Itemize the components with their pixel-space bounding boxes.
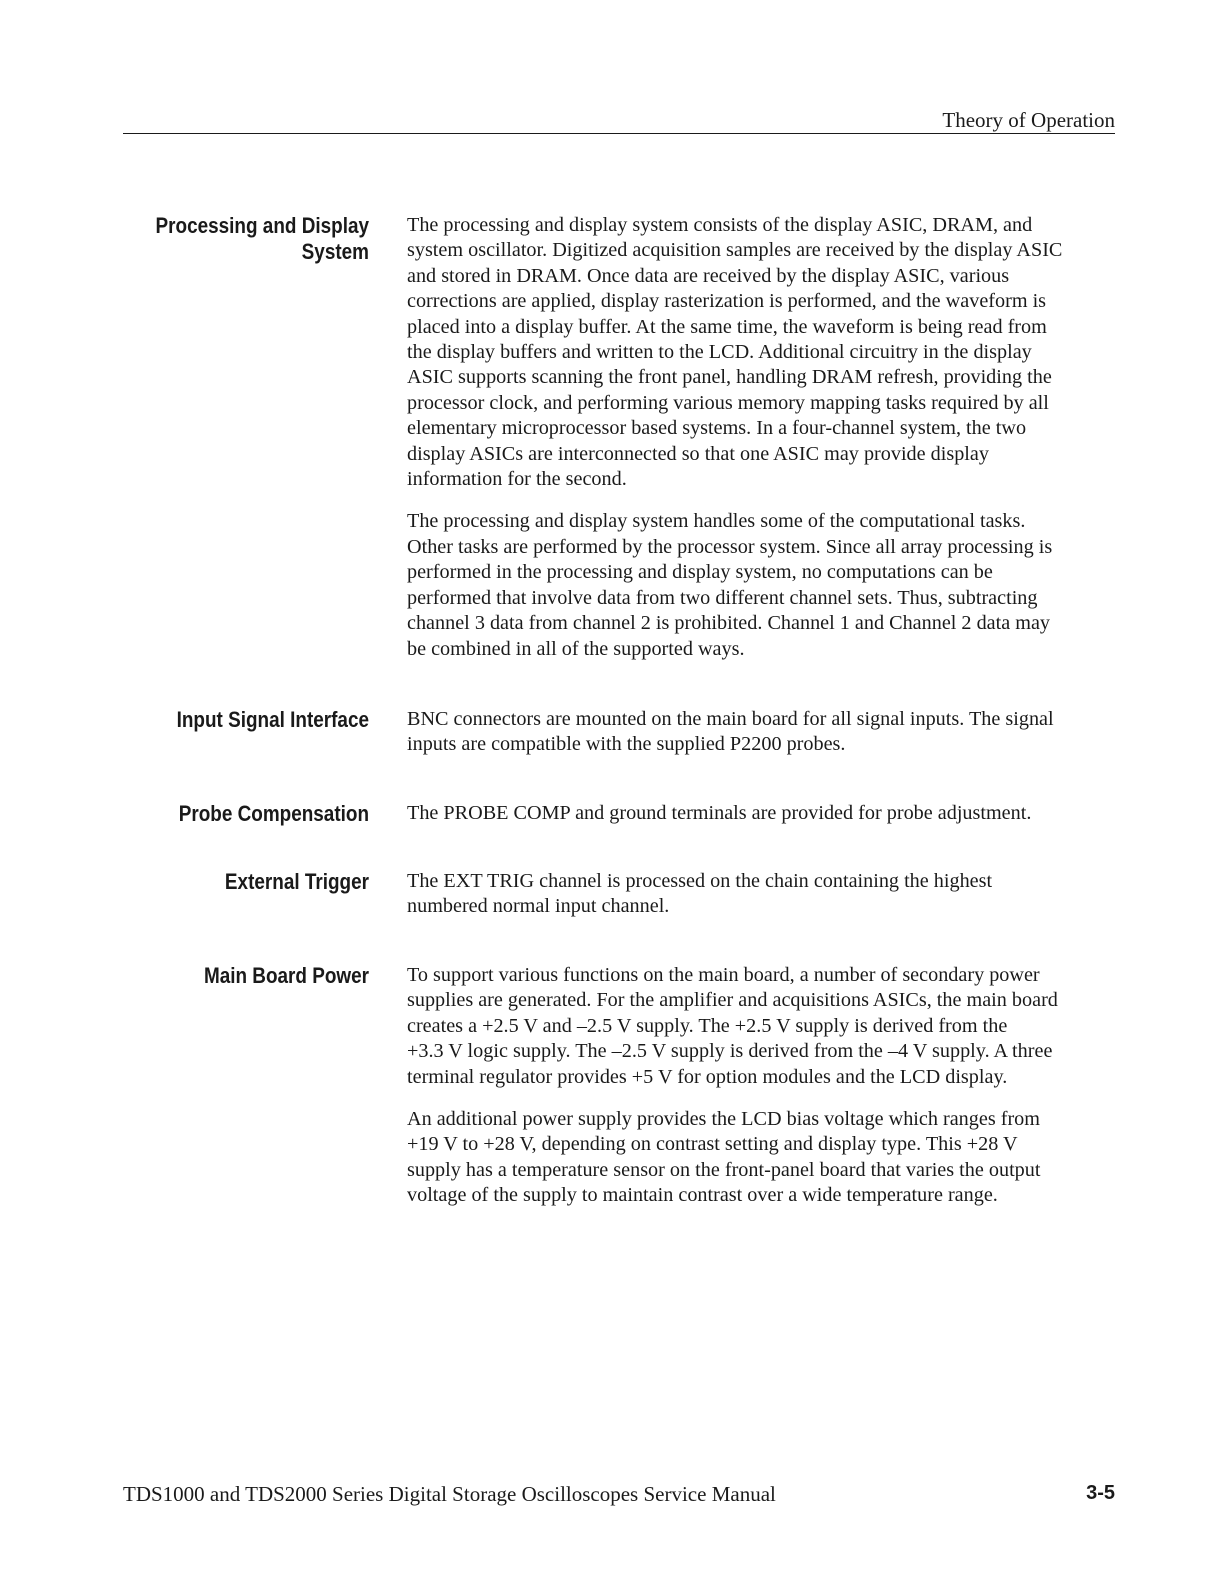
section-heading: [145, 801, 369, 827]
text-line: elementary microprocessor based systems. In a four-channel system, the two: [407, 417, 1027, 440]
heading-line: External Trigger: [224, 869, 369, 894]
paragraph: [407, 1107, 1122, 1209]
header-rule: [123, 133, 1115, 134]
text-line: To support various functions on the main board, a number of secondary power: [407, 964, 1040, 986]
section-body: [407, 213, 1122, 679]
text-line: channel 3 data from channel 2 is prohibited. Channel 1 and Channel 2 data may: [407, 612, 1051, 635]
text-line: and stored in DRAM. Once data are received by the display ASIC, various: [407, 264, 1010, 287]
text-line: +3.3 V logic supply. The –2.5 V supply is derived from the –4 V supply. A three: [407, 1040, 1053, 1063]
text-line: corrections are applied, display rasterization is performed, and the waveform is: [407, 290, 1047, 313]
text-line: The PROBE COMP and ground terminals are provided for probe adjustment.: [407, 802, 1032, 824]
text-line: supplies are generated. For the amplifier and acquisitions ASICs, the main board: [407, 989, 1058, 1012]
text-line: Other tasks are performed by the processor system. Since all array processing is: [407, 535, 1053, 558]
text-line: The EXT TRIG channel is processed on the chain containing the highest: [407, 870, 993, 892]
section-heading: [145, 213, 369, 265]
text-line: display ASICs are interconnected so that one ASIC may provide display: [407, 442, 989, 465]
text-line: BNC connectors are mounted on the main board for all signal inputs. The signal: [407, 708, 1054, 730]
section-body: [407, 963, 1122, 1226]
text-line: ASIC supports scanning the front panel, handling DRAM refresh, providing the: [407, 366, 1052, 389]
text-line: placed into a display buffer. At the same time, the waveform is being read from: [407, 315, 1047, 338]
heading-line: Input Signal Interface: [176, 707, 369, 732]
heading-line: Processing and Display: [155, 213, 369, 238]
text-line: voltage of the supply to maintain contrast over a wide temperature range.: [407, 1184, 998, 1207]
text-line: inputs are compatible with the supplied P2200 probes.: [407, 733, 846, 756]
text-line: The processing and display system handles some of the computational tasks.: [407, 510, 1026, 533]
text-line: performed that involve data from two different channel sets. Thus, subtracting: [407, 586, 1038, 609]
running-header: Theory of Operation: [942, 108, 1115, 132]
paragraph: [407, 509, 1122, 661]
page-number: 3-5: [1086, 1482, 1115, 1504]
text-line: performed in the processing and display system, no computations can be: [407, 561, 993, 584]
section-heading: [145, 869, 369, 895]
section-heading: [145, 963, 369, 989]
text-line: +19 V to +28 V, depending on contrast setting and display type. This +28 V: [407, 1133, 1018, 1156]
paragraph: [407, 801, 1122, 826]
text-line: the display buffers and written to the LCD. Additional circuitry in the display: [407, 341, 1032, 364]
text-line: An additional power supply provides the LCD bias voltage which ranges from: [407, 1108, 1040, 1131]
text-line: numbered normal input channel.: [407, 895, 670, 918]
paragraph: [407, 963, 1122, 1090]
text-line: supply has a temperature sensor on the front-panel board that varies the output: [407, 1158, 1041, 1181]
section-body: [407, 869, 1122, 937]
paragraph: [407, 213, 1122, 492]
text-line: creates a +2.5 V and –2.5 V supply. The +2.5 V supply is derived from the: [407, 1014, 1008, 1037]
paragraph: [407, 707, 1122, 758]
text-line: processor clock, and performing various memory mapping tasks required by all: [407, 391, 1049, 414]
text-line: be combined in all of the supported ways.: [407, 637, 745, 660]
heading-line: Probe Compensation: [178, 801, 369, 826]
running-footer: TDS1000 and TDS2000 Series Digital Storage Oscilloscopes Service Manual: [123, 1482, 776, 1506]
section-body: [407, 707, 1122, 775]
text-line: The processing and display system consists of the display ASIC, DRAM, and: [407, 214, 1033, 236]
text-line: information for the second.: [407, 468, 627, 491]
heading-line: Main Board Power: [203, 963, 369, 988]
heading-line: System: [301, 239, 369, 264]
text-line: terminal regulator provides +5 V for option modules and the LCD display.: [407, 1065, 1008, 1088]
paragraph: [407, 869, 1122, 920]
section-heading: [145, 707, 369, 733]
text-line: system oscillator. Digitized acquisition samples are received by the display ASIC: [407, 239, 1063, 262]
section-body: [407, 801, 1122, 843]
